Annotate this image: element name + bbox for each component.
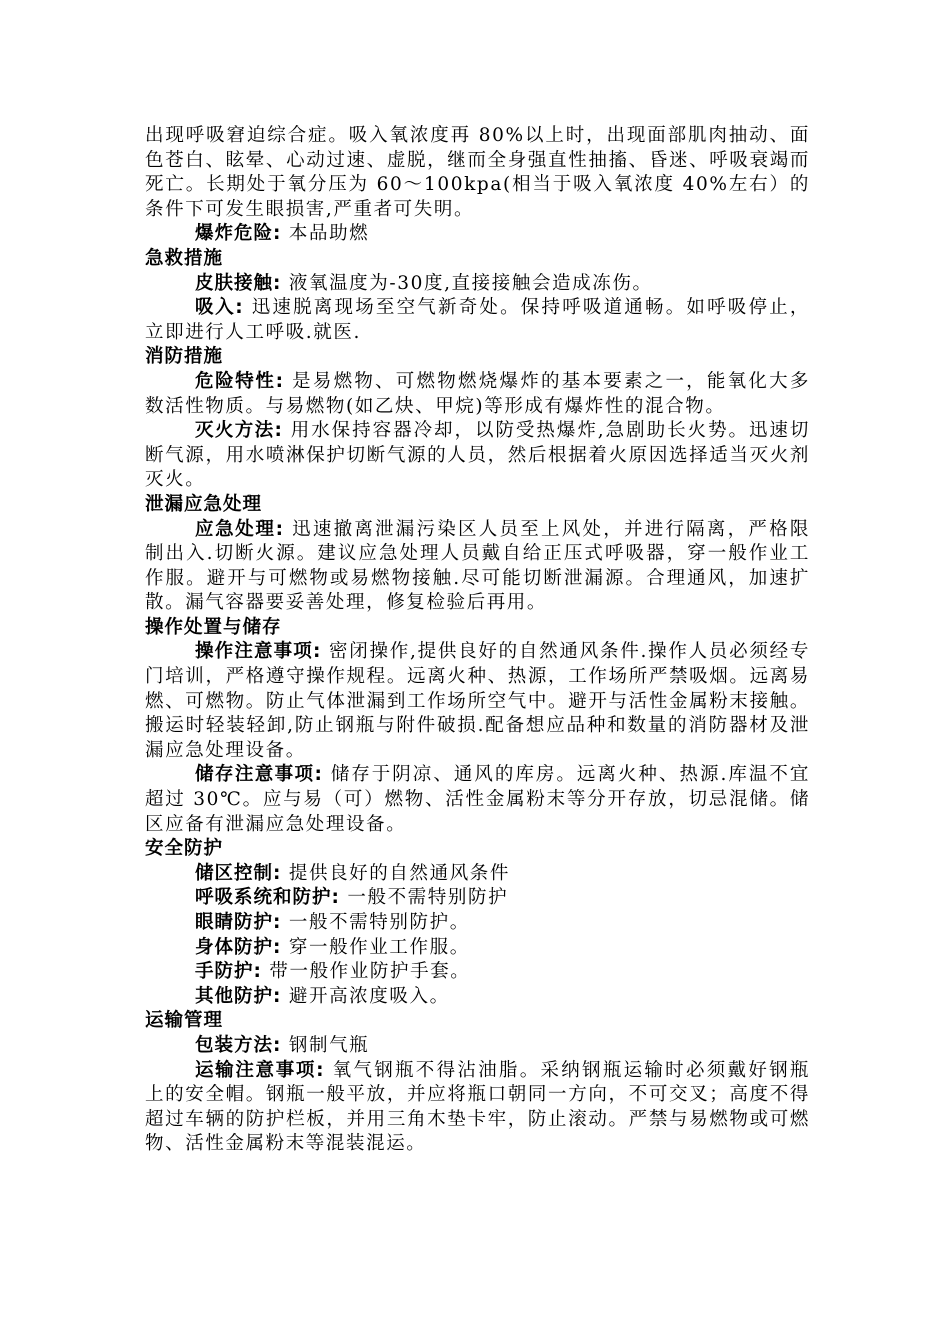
transport-heading: 运输管理 [145,1010,224,1032]
protection-label: 其他防护: [195,985,282,1007]
operation-text: 密闭操作,提供良好的自然通风条件.操作人员必须经专门培训，严格遵守操作规程。远离火种、热源，工作场所严禁吸烟。远离易燃、可燃物。防止气体泄漏到工作场所空气中。避开与活性金属粉末接触。搬运时轻装轻卸,防止钢瓶与附件破损.配备想应品种和数量的消防器材及泄漏应急处理设备。 [145,641,810,761]
fire-hazard-text: 是易燃物、可燃物燃烧爆炸的基本要素之一，能氧化大多数活性物质。与易燃物(如乙炔、甲烷)等形成有爆炸性的混合物。 [145,370,810,417]
protection-label: 眼睛防护: [195,912,282,933]
protection-item [145,936,810,961]
packing-method [145,1034,810,1059]
transport-label: 运输注意事项: [195,1059,325,1081]
protection-text: 避开高浓度吸入。 [281,985,450,1007]
document-page [145,124,810,1157]
protection-text: 一般不需特别防护 [339,887,509,909]
inhale-label: 吸入: [195,297,244,319]
packing-text: 钢制气瓶 [281,1034,370,1056]
skin-contact [145,272,810,297]
first-aid-heading: 急救措施 [145,247,224,269]
storage-heading: 操作处置与储存 [145,616,282,638]
explosion-hazard [145,222,810,247]
leak-heading: 泄漏应急处理 [145,493,263,515]
packing-label: 包装方法: [195,1034,282,1056]
transport-notes [145,1059,810,1157]
protection-text: 提供良好的自然通风条件 [281,862,510,884]
protection-text: 带一般作业防护手套。 [261,961,471,983]
fire-method-label: 灭火方法: [195,420,283,442]
protection-text: 一般不需特别防护。 [281,912,470,933]
operation-label: 操作注意事项: [195,641,322,663]
explosion-text: 本品助燃 [281,223,370,245]
protection-label: 手防护: [195,961,262,983]
protection-item [145,862,810,887]
inhale-text: 迅速脱离现场至空气新奇处。保持呼吸道通畅。如呼吸停止，立即进行人工呼吸.就医. [145,297,810,343]
fire-hazard-label: 危险特性: [195,370,284,392]
storage-notes [145,763,810,837]
skin-label: 皮肤接触: [195,272,282,294]
store-label: 储存注意事项: [195,764,323,786]
leak-text: 迅速撤离泄漏污染区人员至上风处，并进行隔离，严格限制出入.切断火源。建议应急处理人员戴自给正压式呼吸器，穿一般作业工作服。避开与可燃物或易燃物接触.尽可能切断泄漏源。合理通风，加速扩散。漏气容器要妥善处理，修复检验后再用。 [145,518,810,614]
protection-label: 储区控制: [195,862,282,884]
operation-notes [145,640,810,763]
protection-item [145,960,810,985]
protection-label: 呼吸系统和防护: [195,887,340,909]
leak-handling [145,518,810,616]
transport-text: 氧气钢瓶不得沾油脂。采纳钢瓶运输时必须戴好钢瓶上的安全帽。钢瓶一般平放，并应将瓶口朝同一方向，不可交叉；高度不得超过车辆的防护栏板，并用三角木垫卡牢，防止滚动。严禁与易燃物或可燃物、活性金属粉末等混装混运。 [145,1059,810,1155]
fire-hazard [145,370,810,419]
store-text: 储存于阴凉、通风的库房。远离火种、热源.库温不宜超过 30℃。应与易（可）燃物、活性金属粉末等分开存放，切忌混储。储区应备有泄漏应急处理设备。 [145,764,811,835]
explosion-label: 爆炸危险: [195,223,282,245]
fire-method-text: 用水保持容器冷却，以防受热爆炸,急剧助长火势。迅速切断气源，用水喷淋保护切断气源的人员，然后根据着火原因选择适当灭火剂灭火。 [145,420,810,491]
inhalation [145,296,810,345]
skin-text: 液氧温度为-30度,直接接触会造成冻伤。 [281,272,653,294]
fire-method [145,419,810,493]
leak-label: 应急处理: [195,518,284,540]
protection-item [145,886,810,911]
fire-heading: 消防措施 [145,346,224,368]
protection-heading: 安全防护 [145,838,224,860]
intro-paragraph: 出现呼吸窘迫综合症。吸入氧浓度再 80%以上时，出现面部肌肉抽动、面色苍白、眩晕、心动过速、虚脱，继而全身强直性抽搐、昏迷、呼吸衰竭而死亡。长期处于氧分压为 60～100kpa(相当于吸入氧浓度 40%左右）的条件下可发生眼损害,严重者可失明。 [145,125,810,220]
protection-text: 穿一般作业工作服。 [281,936,470,958]
protection-item [145,911,810,936]
protection-item [145,985,810,1010]
protection-label: 身体防护: [195,936,282,958]
